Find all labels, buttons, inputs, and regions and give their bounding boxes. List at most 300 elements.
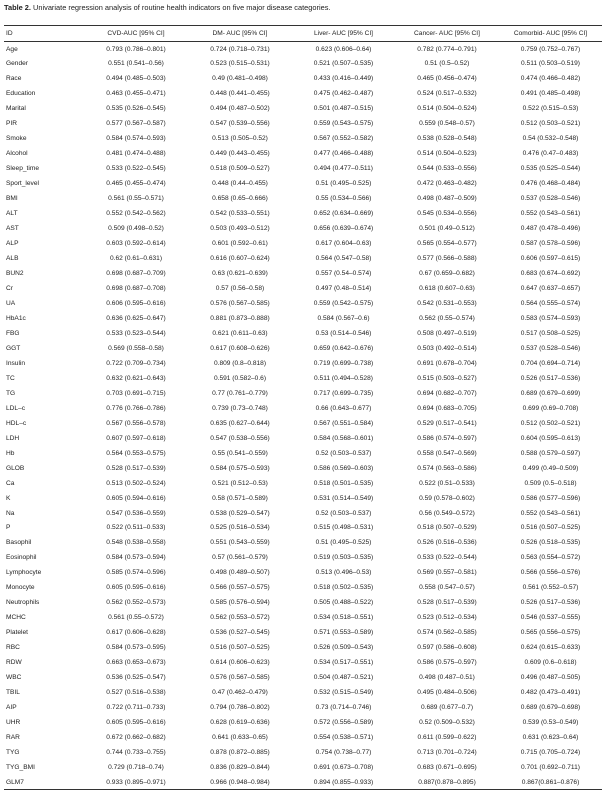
dm-auc-cell: 0.494 (0.487–0.502) <box>210 105 270 113</box>
comorbid-auc-cell: 0.509 (0.5–0.518) <box>524 479 577 487</box>
comorbid-auc-cell: 0.526 (0.517–0.536) <box>520 374 581 382</box>
row-id: Marital <box>6 105 26 113</box>
cvd-auc-cell: 0.535 (0.526–0.545) <box>106 105 166 113</box>
cvd-auc-cell: 0.793 (0.786–0.801) <box>106 45 166 53</box>
header-cancer-auc: Cancer- AUC [95% CI] <box>395 26 499 42</box>
row-id: ALT <box>6 210 18 218</box>
dm-auc-cell: 0.518 (0.509–0.527) <box>210 165 270 173</box>
dm-auc-cell: 0.628 (0.619–0.636) <box>210 719 270 727</box>
liver-auc-cell: 0.433 (0.416–0.449) <box>313 75 374 83</box>
cancer-auc-cell: 0.67 (0.659–0.682) <box>419 270 475 278</box>
dm-auc-cell: 0.547 (0.539–0.556) <box>210 120 270 128</box>
liver-auc-cell: 0.513 (0.496–0.53) <box>315 569 372 577</box>
comorbid-auc-cell: 0.564 (0.555–0.574) <box>520 299 581 307</box>
liver-auc-cell: 0.521 (0.507–0.535) <box>313 60 374 68</box>
cancer-auc-cell: 0.545 (0.534–0.556) <box>417 210 477 218</box>
table-row <box>4 176 602 191</box>
comorbid-auc-cell: 0.583 (0.574–0.593) <box>520 314 581 322</box>
cvd-auc-cell: 0.722 (0.711–0.733) <box>106 704 166 712</box>
liver-auc-cell: 0.51 (0.495–0.525) <box>315 539 372 547</box>
comorbid-auc-cell: 0.704 (0.694–0.714) <box>520 359 581 367</box>
dm-auc-cell: 0.601 (0.592–0.61) <box>212 240 268 248</box>
dm-auc-cell: 0.516 (0.507–0.525) <box>210 644 270 652</box>
liver-auc-cell: 0.504 (0.487–0.521) <box>313 674 374 682</box>
liver-auc-cell: 0.532 (0.515–0.549) <box>313 689 374 697</box>
comorbid-auc-cell: 0.535 (0.525–0.544) <box>520 165 581 173</box>
dm-auc-cell: 0.551 (0.543–0.559) <box>210 539 270 547</box>
cancer-auc-cell: 0.498 (0.487–0.509) <box>417 195 477 203</box>
cancer-auc-cell: 0.562 (0.55–0.574) <box>419 314 475 322</box>
header-dm-auc: DM- AUC [95% CI] <box>188 26 292 42</box>
liver-auc-cell: 0.519 (0.503–0.535) <box>313 554 374 562</box>
dm-auc-cell: 0.513 (0.505–0.52) <box>212 135 268 143</box>
cancer-auc-cell: 0.559 (0.548–0.57) <box>419 120 475 128</box>
row-id: BMI <box>6 195 18 203</box>
row-id: HDL–c <box>6 419 27 427</box>
comorbid-auc-cell: 0.491 (0.485–0.498) <box>520 90 581 98</box>
cancer-auc-cell: 0.713 (0.701–0.724) <box>417 749 477 757</box>
cvd-auc-cell: 0.567 (0.556–0.578) <box>106 419 166 427</box>
cvd-auc-cell: 0.551 (0.541–0.56) <box>108 60 164 68</box>
table-row <box>4 281 602 296</box>
cvd-auc-cell: 0.547 (0.536–0.559) <box>106 509 166 517</box>
liver-auc-cell: 0.494 (0.477–0.511) <box>314 165 373 173</box>
cvd-auc-cell: 0.62 (0.61–0.631) <box>109 255 163 263</box>
table-row <box>4 101 602 116</box>
cancer-auc-cell: 0.558 (0.547–0.569) <box>417 449 477 457</box>
row-id: Hb <box>6 449 15 457</box>
cvd-auc-cell: 0.481 (0.474–0.488) <box>106 150 166 158</box>
dm-auc-cell: 0.591 (0.582–0.6) <box>213 374 267 382</box>
liver-auc-cell: 0.719 (0.699–0.738) <box>313 359 374 367</box>
table-row <box>4 745 602 760</box>
dm-auc-cell: 0.47 (0.462–0.479) <box>212 689 268 697</box>
row-id: RBC <box>6 644 20 652</box>
comorbid-auc-cell: 0.609 (0.6–0.618) <box>524 659 577 667</box>
dm-auc-cell: 0.523 (0.515–0.531) <box>210 60 270 68</box>
row-id: ALP <box>6 240 19 248</box>
comorbid-auc-cell: 0.512 (0.503–0.521) <box>520 120 581 128</box>
row-id: WBC <box>6 674 22 682</box>
cvd-auc-cell: 0.605 (0.595–0.616) <box>106 719 166 727</box>
row-id: UHR <box>6 719 21 727</box>
dm-auc-cell: 0.57 (0.56–0.58) <box>215 284 265 292</box>
comorbid-auc-cell: 0.701 (0.692–0.711) <box>521 763 580 771</box>
liver-auc-cell: 0.53 (0.514–0.546) <box>315 329 372 337</box>
cancer-auc-cell: 0.597 (0.586–0.608) <box>417 644 477 652</box>
liver-auc-cell: 0.505 (0.488–0.522) <box>313 599 374 607</box>
liver-auc-cell: 0.518 (0.501–0.535) <box>313 479 374 487</box>
row-id: Sport_level <box>6 180 39 188</box>
cvd-auc-cell: 0.533 (0.522–0.545) <box>106 165 166 173</box>
cvd-auc-cell: 0.465 (0.455–0.474) <box>106 180 166 188</box>
dm-auc-cell: 0.584 (0.575–0.593) <box>210 464 270 472</box>
cvd-auc-cell: 0.577 (0.567–0.587) <box>106 120 166 128</box>
comorbid-auc-cell: 0.512 (0.502–0.521) <box>520 419 581 427</box>
comorbid-auc-cell: 0.482 (0.473–0.491) <box>520 689 581 697</box>
header-comorbid-auc: Comorbid- AUC [95% CI] <box>499 26 602 42</box>
liver-auc-cell: 0.754 (0.738–0.77) <box>315 749 372 757</box>
liver-auc-cell: 0.477 (0.466–0.488) <box>313 150 374 158</box>
cvd-auc-cell: 0.933 (0.895–0.971) <box>84 775 188 790</box>
row-id: LDH <box>6 434 20 442</box>
cvd-auc-cell: 0.494 (0.485–0.503) <box>106 75 166 83</box>
comorbid-auc-cell: 0.689 (0.679–0.699) <box>520 389 581 397</box>
table-row <box>4 610 602 625</box>
row-id: TBIL <box>6 689 20 697</box>
table-row <box>4 476 602 491</box>
dm-auc-cell: 0.616 (0.607–0.624) <box>210 255 270 263</box>
dm-auc-cell: 0.77 (0.761–0.779) <box>212 389 268 397</box>
cancer-auc-cell: 0.691 (0.678–0.704) <box>417 359 477 367</box>
liver-auc-cell: 0.564 (0.547–0.58) <box>315 255 372 263</box>
cancer-auc-cell: 0.522 (0.51–0.533) <box>419 479 475 487</box>
cvd-auc-cell: 0.564 (0.553–0.575) <box>106 449 166 457</box>
liver-auc-cell: 0.691 (0.673–0.708) <box>313 763 374 771</box>
cvd-auc-cell: 0.632 (0.621–0.643) <box>106 374 166 382</box>
cvd-auc-cell: 0.584 (0.573–0.595) <box>106 644 166 652</box>
table-row <box>4 565 602 580</box>
cancer-auc-cell: 0.59 (0.578–0.602) <box>419 494 475 502</box>
comorbid-auc-cell: 0.522 (0.515–0.53) <box>522 105 579 113</box>
row-id: GGT <box>6 344 21 352</box>
row-id: P <box>6 524 11 532</box>
table-row <box>4 296 602 311</box>
row-id: FBG <box>6 329 20 337</box>
table-caption-text: Univariate regression analysis of routine health indicators on five major disease categories. <box>30 3 331 12</box>
row-id: AIP <box>6 704 17 712</box>
cvd-auc-cell: 0.569 (0.558–0.58) <box>108 344 164 352</box>
table-body <box>4 42 602 790</box>
cancer-auc-cell: 0.683 (0.671–0.695) <box>417 763 477 771</box>
row-id: AST <box>6 225 19 233</box>
dm-auc-cell: 0.614 (0.606–0.623) <box>210 659 270 667</box>
liver-auc-cell: 0.623 (0.606–0.64) <box>315 45 372 53</box>
dm-auc-cell: 0.448 (0.44–0.455) <box>212 180 268 188</box>
table-header-row <box>4 26 602 42</box>
cancer-auc-cell: 0.544 (0.533–0.556) <box>417 165 477 173</box>
comorbid-auc-cell: 0.604 (0.595–0.613) <box>520 434 581 442</box>
comorbid-auc-cell: 0.517 (0.508–0.525) <box>520 329 581 337</box>
cancer-auc-cell: 0.558 (0.547–0.57) <box>419 584 475 592</box>
row-id: UA <box>6 299 16 307</box>
dm-auc-cell: 0.621 (0.611–0.63) <box>212 329 268 337</box>
table-row <box>4 311 602 326</box>
dm-auc-cell: 0.63 (0.621–0.639) <box>212 270 268 278</box>
dm-auc-cell: 0.576 (0.567–0.585) <box>210 674 270 682</box>
dm-auc-cell: 0.521 (0.512–0.53) <box>212 479 268 487</box>
liver-auc-cell: 0.571 (0.553–0.589) <box>313 629 374 637</box>
dm-auc-cell: 0.617 (0.608–0.626) <box>210 344 270 352</box>
table-row <box>4 131 602 146</box>
liver-auc-cell: 0.526 (0.509–0.543) <box>313 644 374 652</box>
dm-auc-cell: 0.739 (0.73–0.748) <box>212 404 268 412</box>
comorbid-auc-cell: 0.511 (0.503–0.519) <box>521 60 580 68</box>
table-row <box>4 341 602 356</box>
row-id: TG <box>6 389 16 397</box>
cancer-auc-cell: 0.524 (0.517–0.532) <box>417 90 477 98</box>
row-id: PIR <box>6 120 17 128</box>
table-row <box>4 461 602 476</box>
comorbid-auc-cell: 0.565 (0.556–0.575) <box>520 629 581 637</box>
cvd-auc-cell: 0.744 (0.733–0.755) <box>106 749 166 757</box>
row-id: Sleep_time <box>6 165 39 173</box>
table-row <box>4 42 602 57</box>
row-id: TYG <box>6 749 20 757</box>
comorbid-auc-cell: 0.624 (0.615–0.633) <box>520 644 581 652</box>
cancer-auc-cell: 0.782 (0.774–0.791) <box>417 45 477 53</box>
cancer-auc-cell: 0.523 (0.512–0.534) <box>417 614 477 622</box>
liver-auc-cell: 0.659 (0.642–0.676) <box>313 344 374 352</box>
row-id: Platelet <box>6 629 28 637</box>
cvd-auc-cell: 0.585 (0.574–0.596) <box>106 569 166 577</box>
liver-auc-cell: 0.66 (0.643–0.677) <box>315 404 372 412</box>
table-row <box>4 595 602 610</box>
cvd-auc-cell: 0.536 (0.525–0.547) <box>106 674 166 682</box>
liver-auc-cell: 0.52 (0.503–0.537) <box>315 509 372 517</box>
dm-auc-cell: 0.658 (0.65–0.666) <box>212 195 268 203</box>
dm-auc-cell: 0.448 (0.441–0.455) <box>210 90 270 98</box>
row-id: BUN2 <box>6 270 24 278</box>
dm-auc-cell: 0.966 (0.948–0.984) <box>188 775 292 790</box>
table-row <box>4 506 602 521</box>
liver-auc-cell: 0.557 (0.54–0.574) <box>315 270 372 278</box>
liver-auc-cell: 0.567 (0.552–0.582) <box>313 135 374 143</box>
liver-auc-cell: 0.534 (0.517–0.551) <box>313 659 374 667</box>
dm-auc-cell: 0.449 (0.443–0.455) <box>210 150 270 158</box>
table-row <box>4 446 602 461</box>
liver-auc-cell: 0.586 (0.569–0.603) <box>313 464 374 472</box>
cancer-auc-cell: 0.52 (0.509–0.532) <box>419 719 475 727</box>
table-row <box>4 86 602 101</box>
cvd-auc-cell: 0.561 (0.55–0.571) <box>108 195 164 203</box>
dm-auc-cell: 0.836 (0.829–0.844) <box>210 763 270 771</box>
row-id: K <box>6 494 11 502</box>
dm-auc-cell: 0.55 (0.541–0.559) <box>212 449 268 457</box>
cancer-auc-cell: 0.529 (0.517–0.541) <box>417 419 477 427</box>
liver-auc-cell: 0.497 (0.48–0.514) <box>315 284 372 292</box>
comorbid-auc-cell: 0.563 (0.554–0.572) <box>520 554 581 562</box>
cvd-auc-cell: 0.533 (0.523–0.544) <box>106 329 166 337</box>
row-id: GLM7 <box>4 775 84 790</box>
table-row <box>4 685 602 700</box>
cvd-auc-cell: 0.606 (0.595–0.616) <box>106 299 166 307</box>
cvd-auc-cell: 0.698 (0.687–0.708) <box>106 284 166 292</box>
cvd-auc-cell: 0.548 (0.538–0.558) <box>106 539 166 547</box>
comorbid-auc-cell: 0.566 (0.556–0.576) <box>520 569 581 577</box>
cancer-auc-cell: 0.514 (0.504–0.523) <box>417 150 477 158</box>
row-id: Insulin <box>6 359 26 367</box>
dm-auc-cell: 0.49 (0.481–0.498) <box>212 75 268 83</box>
table-row <box>4 730 602 745</box>
cancer-auc-cell: 0.586 (0.574–0.597) <box>417 434 477 442</box>
cancer-auc-cell: 0.501 (0.49–0.512) <box>419 225 475 233</box>
cancer-auc-cell: 0.569 (0.557–0.581) <box>417 569 477 577</box>
comorbid-auc-cell: 0.586 (0.577–0.596) <box>520 494 581 502</box>
comorbid-auc-cell: 0.526 (0.518–0.535) <box>520 539 581 547</box>
cancer-auc-cell: 0.533 (0.522–0.544) <box>417 554 477 562</box>
comorbid-auc-cell: 0.699 (0.69–0.708) <box>522 404 579 412</box>
dm-auc-cell: 0.58 (0.571–0.589) <box>212 494 268 502</box>
table-row <box>4 386 602 401</box>
cancer-auc-cell: 0.508 (0.497–0.519) <box>417 329 477 337</box>
cancer-auc-cell: 0.542 (0.531–0.553) <box>417 299 477 307</box>
table-row <box>4 715 602 730</box>
table-row <box>4 431 602 446</box>
table-row <box>4 236 602 251</box>
table-caption-label: Table 2. <box>4 3 31 12</box>
table-row <box>4 640 602 655</box>
cancer-auc-cell: 0.514 (0.504–0.524) <box>417 105 477 113</box>
liver-auc-cell: 0.554 (0.538–0.571) <box>313 734 374 742</box>
cvd-auc-cell: 0.562 (0.552–0.573) <box>106 599 166 607</box>
liver-auc-cell: 0.652 (0.634–0.669) <box>313 210 374 218</box>
cancer-auc-cell: 0.611 (0.599–0.622) <box>417 734 477 742</box>
comorbid-auc-cell: 0.537 (0.528–0.546) <box>520 195 581 203</box>
comorbid-auc-cell: 0.689 (0.679–0.698) <box>520 704 581 712</box>
cvd-auc-cell: 0.463 (0.455–0.471) <box>106 90 166 98</box>
comorbid-auc-cell: 0.867(0.861–0.876) <box>499 775 602 790</box>
cvd-auc-cell: 0.522 (0.511–0.533) <box>106 524 166 532</box>
comorbid-auc-cell: 0.537 (0.528–0.546) <box>520 344 581 352</box>
liver-auc-cell: 0.518 (0.502–0.535) <box>313 584 374 592</box>
liver-auc-cell: 0.534 (0.518–0.551) <box>313 614 374 622</box>
comorbid-auc-cell: 0.561 (0.552–0.57) <box>522 584 579 592</box>
row-id: Neutrophils <box>6 599 40 607</box>
table-caption <box>4 3 330 13</box>
cancer-auc-cell: 0.577 (0.566–0.588) <box>417 255 477 263</box>
comorbid-auc-cell: 0.588 (0.579–0.597) <box>520 449 581 457</box>
table-row <box>4 161 602 176</box>
table-row <box>4 775 602 790</box>
dm-auc-cell: 0.542 (0.533–0.551) <box>210 210 270 218</box>
dm-auc-cell: 0.538 (0.529–0.547) <box>210 509 270 517</box>
cancer-auc-cell: 0.518 (0.507–0.529) <box>417 524 477 532</box>
liver-auc-cell: 0.73 (0.714–0.746) <box>315 704 372 712</box>
table-row <box>4 550 602 565</box>
dm-auc-cell: 0.724 (0.718–0.731) <box>210 45 270 53</box>
cancer-auc-cell: 0.515 (0.503–0.527) <box>417 374 477 382</box>
table-row <box>4 491 602 506</box>
cancer-auc-cell: 0.586 (0.575–0.597) <box>417 659 477 667</box>
liver-auc-cell: 0.52 (0.503–0.537) <box>315 449 372 457</box>
regression-table <box>4 25 602 790</box>
dm-auc-cell: 0.498 (0.489–0.507) <box>210 569 270 577</box>
table-row <box>4 326 602 341</box>
liver-auc-cell: 0.515 (0.498–0.531) <box>313 524 374 532</box>
dm-auc-cell: 0.547 (0.538–0.556) <box>210 434 270 442</box>
dm-auc-cell: 0.562 (0.553–0.572) <box>210 614 270 622</box>
cancer-auc-cell: 0.618 (0.607–0.63) <box>419 284 475 292</box>
row-id: HbA1c <box>6 314 26 322</box>
row-id: Race <box>6 75 22 83</box>
cancer-auc-cell: 0.495 (0.484–0.506) <box>417 689 477 697</box>
cancer-auc-cell: 0.503 (0.492–0.514) <box>417 344 477 352</box>
cvd-auc-cell: 0.584 (0.573–0.594) <box>106 554 166 562</box>
comorbid-auc-cell: 0.631 (0.623–0.64) <box>522 734 579 742</box>
cvd-auc-cell: 0.636 (0.625–0.647) <box>106 314 166 322</box>
cvd-auc-cell: 0.605 (0.595–0.616) <box>106 584 166 592</box>
dm-auc-cell: 0.57 (0.561–0.579) <box>212 554 268 562</box>
comorbid-auc-cell: 0.587 (0.578–0.596) <box>520 240 581 248</box>
table-row <box>4 356 602 371</box>
table-row <box>4 401 602 416</box>
table-row <box>4 535 602 550</box>
liver-auc-cell: 0.475 (0.462–0.487) <box>313 90 374 98</box>
liver-auc-cell: 0.584 (0.568–0.601) <box>313 434 374 442</box>
cvd-auc-cell: 0.776 (0.766–0.786) <box>106 404 166 412</box>
cancer-auc-cell: 0.887(0.878–0.895) <box>395 775 499 790</box>
row-id: Na <box>6 509 15 517</box>
cancer-auc-cell: 0.694 (0.683–0.705) <box>417 404 477 412</box>
dm-auc-cell: 0.576 (0.567–0.585) <box>210 299 270 307</box>
cvd-auc-cell: 0.513 (0.502–0.524) <box>106 479 166 487</box>
comorbid-auc-cell: 0.759 (0.752–0.767) <box>520 45 581 53</box>
dm-auc-cell: 0.536 (0.527–0.545) <box>210 629 270 637</box>
table-row <box>4 191 602 206</box>
comorbid-auc-cell: 0.552 (0.543–0.561) <box>520 509 581 517</box>
cancer-auc-cell: 0.465 (0.456–0.474) <box>417 75 477 83</box>
table-row <box>4 700 602 715</box>
comorbid-auc-cell: 0.499 (0.49–0.509) <box>522 464 579 472</box>
table-row <box>4 655 602 670</box>
row-id: Age <box>6 45 18 53</box>
dm-auc-cell: 0.878 (0.872–0.885) <box>210 749 270 757</box>
comorbid-auc-cell: 0.474 (0.466–0.482) <box>520 75 581 83</box>
liver-auc-cell: 0.55 (0.534–0.566) <box>315 195 372 203</box>
cancer-auc-cell: 0.565 (0.554–0.577) <box>417 240 477 248</box>
cancer-auc-cell: 0.56 (0.549–0.572) <box>419 509 475 517</box>
cvd-auc-cell: 0.672 (0.662–0.682) <box>106 734 166 742</box>
comorbid-auc-cell: 0.476 (0.468–0.484) <box>520 180 581 188</box>
cvd-auc-cell: 0.605 (0.594–0.616) <box>106 494 166 502</box>
row-id: Ca <box>6 479 15 487</box>
table-row <box>4 521 602 536</box>
table-row <box>4 206 602 221</box>
liver-auc-cell: 0.584 (0.567–0.6) <box>317 314 370 322</box>
cvd-auc-cell: 0.528 (0.517–0.539) <box>106 464 166 472</box>
dm-auc-cell: 0.566 (0.557–0.575) <box>210 584 270 592</box>
row-id: Cr <box>6 284 13 292</box>
cancer-auc-cell: 0.498 (0.487–0.51) <box>419 674 475 682</box>
row-id: LDL–c <box>6 404 26 412</box>
cvd-auc-cell: 0.603 (0.592–0.614) <box>106 240 166 248</box>
dm-auc-cell: 0.794 (0.786–0.802) <box>210 704 270 712</box>
liver-auc-cell: 0.617 (0.604–0.63) <box>315 240 372 248</box>
header-cvd-auc: CVD-AUC [95% CI] <box>84 26 188 42</box>
table-row <box>4 670 602 685</box>
row-id: Education <box>6 90 36 98</box>
liver-auc-cell: 0.51 (0.495–0.525) <box>315 180 372 188</box>
table-row <box>4 416 602 431</box>
row-id: RAR <box>6 734 20 742</box>
table-row <box>4 266 602 281</box>
dm-auc-cell: 0.809 (0.8–0.818) <box>213 359 267 367</box>
cancer-auc-cell: 0.528 (0.517–0.539) <box>417 599 477 607</box>
row-id: Gender <box>6 60 28 68</box>
row-id: RDW <box>6 659 22 667</box>
cancer-auc-cell: 0.574 (0.563–0.586) <box>417 464 477 472</box>
cvd-auc-cell: 0.722 (0.709–0.734) <box>106 359 166 367</box>
comorbid-auc-cell: 0.683 (0.674–0.692) <box>520 270 581 278</box>
cvd-auc-cell: 0.561 (0.55–0.572) <box>108 614 164 622</box>
table-row <box>4 71 602 86</box>
comorbid-auc-cell: 0.647 (0.637–0.657) <box>520 284 581 292</box>
row-id: Eosinophil <box>6 554 37 562</box>
dm-auc-cell: 0.503 (0.493–0.512) <box>210 225 270 233</box>
comorbid-auc-cell: 0.715 (0.705–0.724) <box>520 749 581 757</box>
row-id: MCHC <box>6 614 26 622</box>
